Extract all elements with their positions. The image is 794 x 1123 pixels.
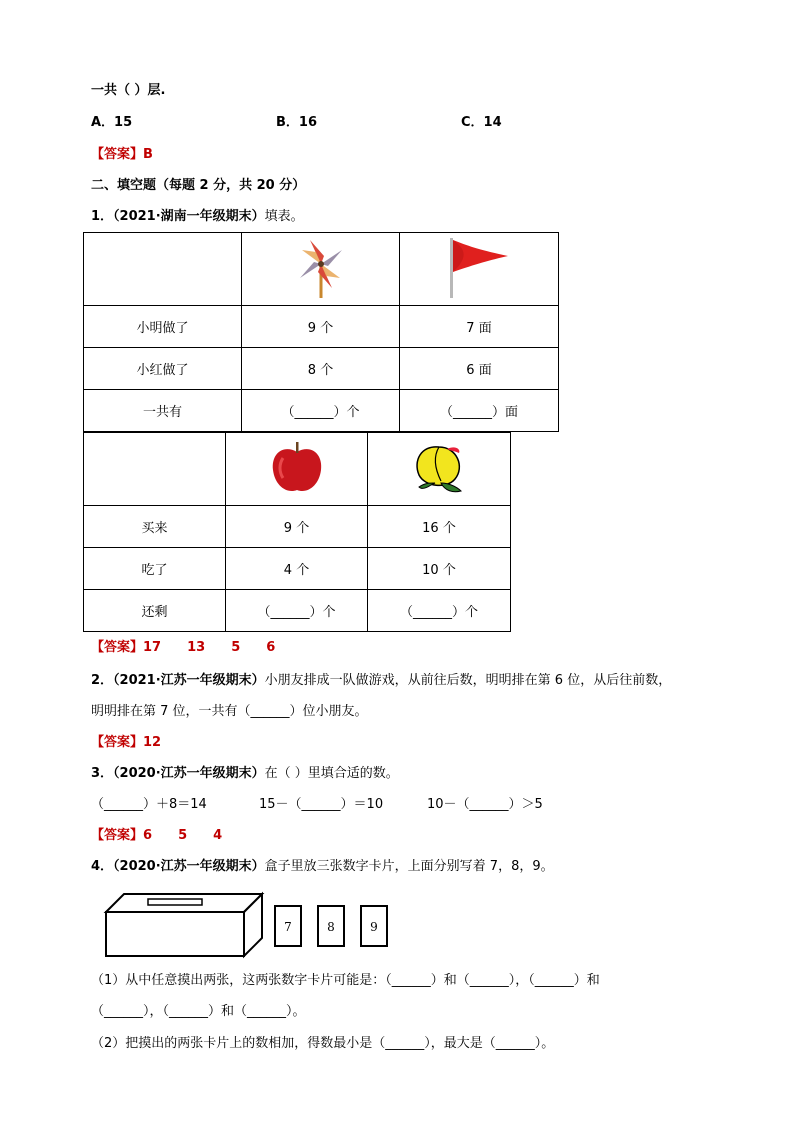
table-cell: 9 个 bbox=[242, 306, 400, 348]
row-label: 小明做了 bbox=[84, 306, 242, 348]
question-stem: 一共（ ）层. bbox=[91, 83, 166, 98]
question-number: 4． bbox=[91, 859, 114, 874]
answer-tag: 【答案】 bbox=[91, 828, 144, 843]
answer-value: 5 bbox=[178, 828, 188, 843]
table-cell: 10 个 bbox=[368, 548, 511, 590]
table-cell: 9 个 bbox=[226, 506, 368, 548]
table-cell: 7 面 bbox=[400, 306, 559, 348]
blank-cell[interactable]: （______）个 bbox=[226, 590, 368, 632]
row-label: 一共有 bbox=[84, 390, 242, 432]
question-text: 小朋友排成一队做游戏，从前往后数，明明排在第 6 位，从后往前数， bbox=[264, 673, 672, 688]
blank-cell[interactable]: （______）个 bbox=[242, 390, 400, 432]
section-title: 二、填空题（每题 2 分，共 20 分） bbox=[91, 178, 306, 193]
row-label: 小红做了 bbox=[84, 348, 242, 390]
answer-value: 17 bbox=[143, 640, 162, 655]
blank-cell[interactable]: （______）个 bbox=[368, 590, 511, 632]
answer-line bbox=[91, 146, 153, 164]
question-source: （2021·湖南一年级期末） bbox=[113, 209, 265, 224]
table-corner bbox=[84, 433, 226, 506]
question-text-continued: 明明排在第 7 位，一共有（______）位小朋友。 bbox=[91, 704, 368, 719]
blank-cell[interactable]: （______）面 bbox=[400, 390, 559, 432]
table-cell: 6 面 bbox=[400, 348, 559, 390]
table-header-cell bbox=[368, 433, 511, 506]
question-source: （2021·江苏一年级期末） bbox=[113, 673, 265, 688]
question-1 bbox=[91, 208, 304, 226]
answer-value: B bbox=[143, 147, 153, 162]
sub-question-1: （1）从中任意摸出两张，这两张数字卡片可能是：（______）和（______），（______）和 bbox=[91, 973, 600, 988]
option-a: A．15 bbox=[91, 115, 133, 130]
answer-tag: 【答案】 bbox=[91, 147, 144, 162]
table-header-cell bbox=[400, 233, 559, 306]
equation-1[interactable]: （______）＋8＝14 bbox=[91, 797, 207, 812]
question-4 bbox=[91, 858, 554, 876]
red-flag-icon bbox=[446, 236, 512, 298]
question-number: 3． bbox=[91, 766, 114, 781]
answer-line bbox=[91, 639, 275, 657]
sub-question-2: （2）把摸出的两张卡片上的数相加，得数最小是（______），最大是（______）。 bbox=[91, 1036, 555, 1051]
row-label: 吃了 bbox=[84, 548, 226, 590]
box-illustration bbox=[100, 890, 266, 960]
option-b: B．16 bbox=[276, 115, 317, 130]
answer-value: 4 bbox=[213, 828, 223, 843]
question-3 bbox=[91, 765, 399, 783]
question-number: 2． bbox=[91, 673, 114, 688]
answer-value: 6 bbox=[266, 640, 276, 655]
pinwheel-icon bbox=[298, 236, 344, 298]
table-header-cell bbox=[226, 433, 368, 506]
option-c: C．14 bbox=[461, 115, 502, 130]
table-cell: 8 个 bbox=[242, 348, 400, 390]
question-source: （2020·江苏一年级期末） bbox=[113, 766, 265, 781]
question-text: 填表。 bbox=[264, 209, 304, 224]
answer-line bbox=[91, 734, 161, 752]
answer-value: 12 bbox=[143, 735, 162, 750]
fill-table-1 bbox=[83, 232, 559, 432]
apple-icon bbox=[269, 440, 325, 494]
question-source: （2020·江苏一年级期末） bbox=[113, 859, 265, 874]
peach-icon bbox=[411, 439, 467, 495]
table-cell: 4 个 bbox=[226, 548, 368, 590]
answer-value: 13 bbox=[187, 640, 206, 655]
sub-question-1-continued: （______），（______）和（______）。 bbox=[91, 1004, 306, 1019]
table-header-cell bbox=[242, 233, 400, 306]
answer-value: 5 bbox=[231, 640, 241, 655]
answer-value: 6 bbox=[143, 828, 153, 843]
question-text: 盒子里放三张数字卡片，上面分别写着 7，8，9。 bbox=[264, 859, 554, 874]
question-number: 1． bbox=[91, 209, 114, 224]
fill-table-2 bbox=[83, 432, 511, 632]
equation-3[interactable]: 10－（______）＞5 bbox=[427, 797, 543, 812]
row-label: 买来 bbox=[84, 506, 226, 548]
table-cell: 16 个 bbox=[368, 506, 511, 548]
number-card[interactable]: 7 bbox=[274, 905, 302, 947]
answer-tag: 【答案】 bbox=[91, 640, 144, 655]
question-text: 在（ ）里填合适的数。 bbox=[264, 766, 399, 781]
question-2 bbox=[91, 672, 671, 690]
row-label: 还剩 bbox=[84, 590, 226, 632]
number-card[interactable]: 8 bbox=[317, 905, 345, 947]
table-corner bbox=[84, 233, 242, 306]
number-card[interactable]: 9 bbox=[360, 905, 388, 947]
answer-tag: 【答案】 bbox=[91, 735, 144, 750]
answer-line bbox=[91, 827, 222, 845]
equation-2[interactable]: 15－（______）＝10 bbox=[259, 797, 384, 812]
